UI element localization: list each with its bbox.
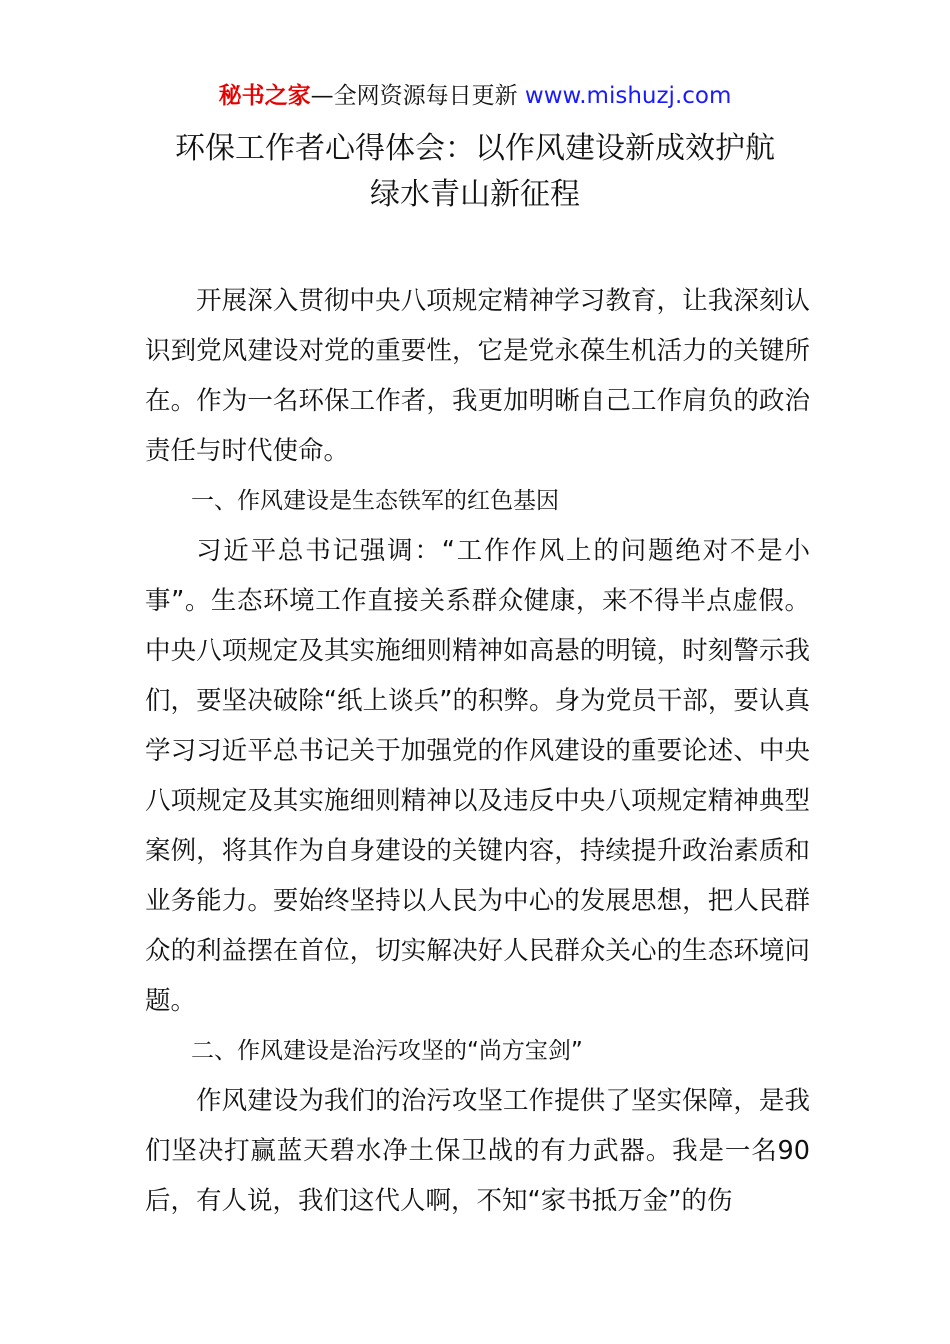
header-tagline: —全网资源每日更新	[310, 83, 518, 109]
paragraph-section-2: 作风建设为我们的治污攻坚工作提供了坚实保障，是我们坚决打赢蓝天碧水净土保卫战的有力武器。我是一名90后，有人说，我们这代人啊，不知“家书抵万金”的伤	[145, 1086, 810, 1216]
paragraph-intro: 开展深入贯彻中央八项规定精神学习教育，让我深刻认识到党风建设对党的重要性，它是党永葆生机活力的关键所在。作为一名环保工作者，我更加明晰自己工作肩负的政治责任与时代使命。	[145, 286, 810, 466]
title-line-1: 环保工作者心得体会：以作风建设新成效护航	[175, 131, 775, 166]
title-line-2: 绿水青山新征程	[370, 177, 580, 212]
document-title	[0, 126, 950, 218]
section-heading-1: 一、作风建设是生态铁军的红色基因	[191, 488, 559, 514]
document-body	[145, 276, 810, 1226]
site-header	[0, 80, 950, 112]
brand-name: 秘书之家	[218, 83, 311, 109]
section-heading-2: 二、作风建设是治污攻坚的“尚方宝剑”	[191, 1038, 583, 1064]
site-url-link[interactable]: www.mishuzj.com	[524, 83, 732, 109]
paragraph-section-1: 习近平总书记强调：“工作作风上的问题绝对不是小事”。生态环境工作直接关系群众健康，来不得半点虚假。中央八项规定及其实施细则精神如高悬的明镜，时刻警示我们，要坚决破除“纸上谈兵”的积弊。身为党员干部，要认真学习习近平总书记关于加强党的作风建设的重要论述、中央八项规定及其实施细则精神以及违反中央八项规定精神典型案例，将其作为自身建设的关键内容，持续提升政治素质和业务能力。要始终坚持以人民为中心的发展思想，把人民群众的利益摆在首位，切实解决好人民群众关心的生态环境问题。	[145, 536, 810, 1016]
